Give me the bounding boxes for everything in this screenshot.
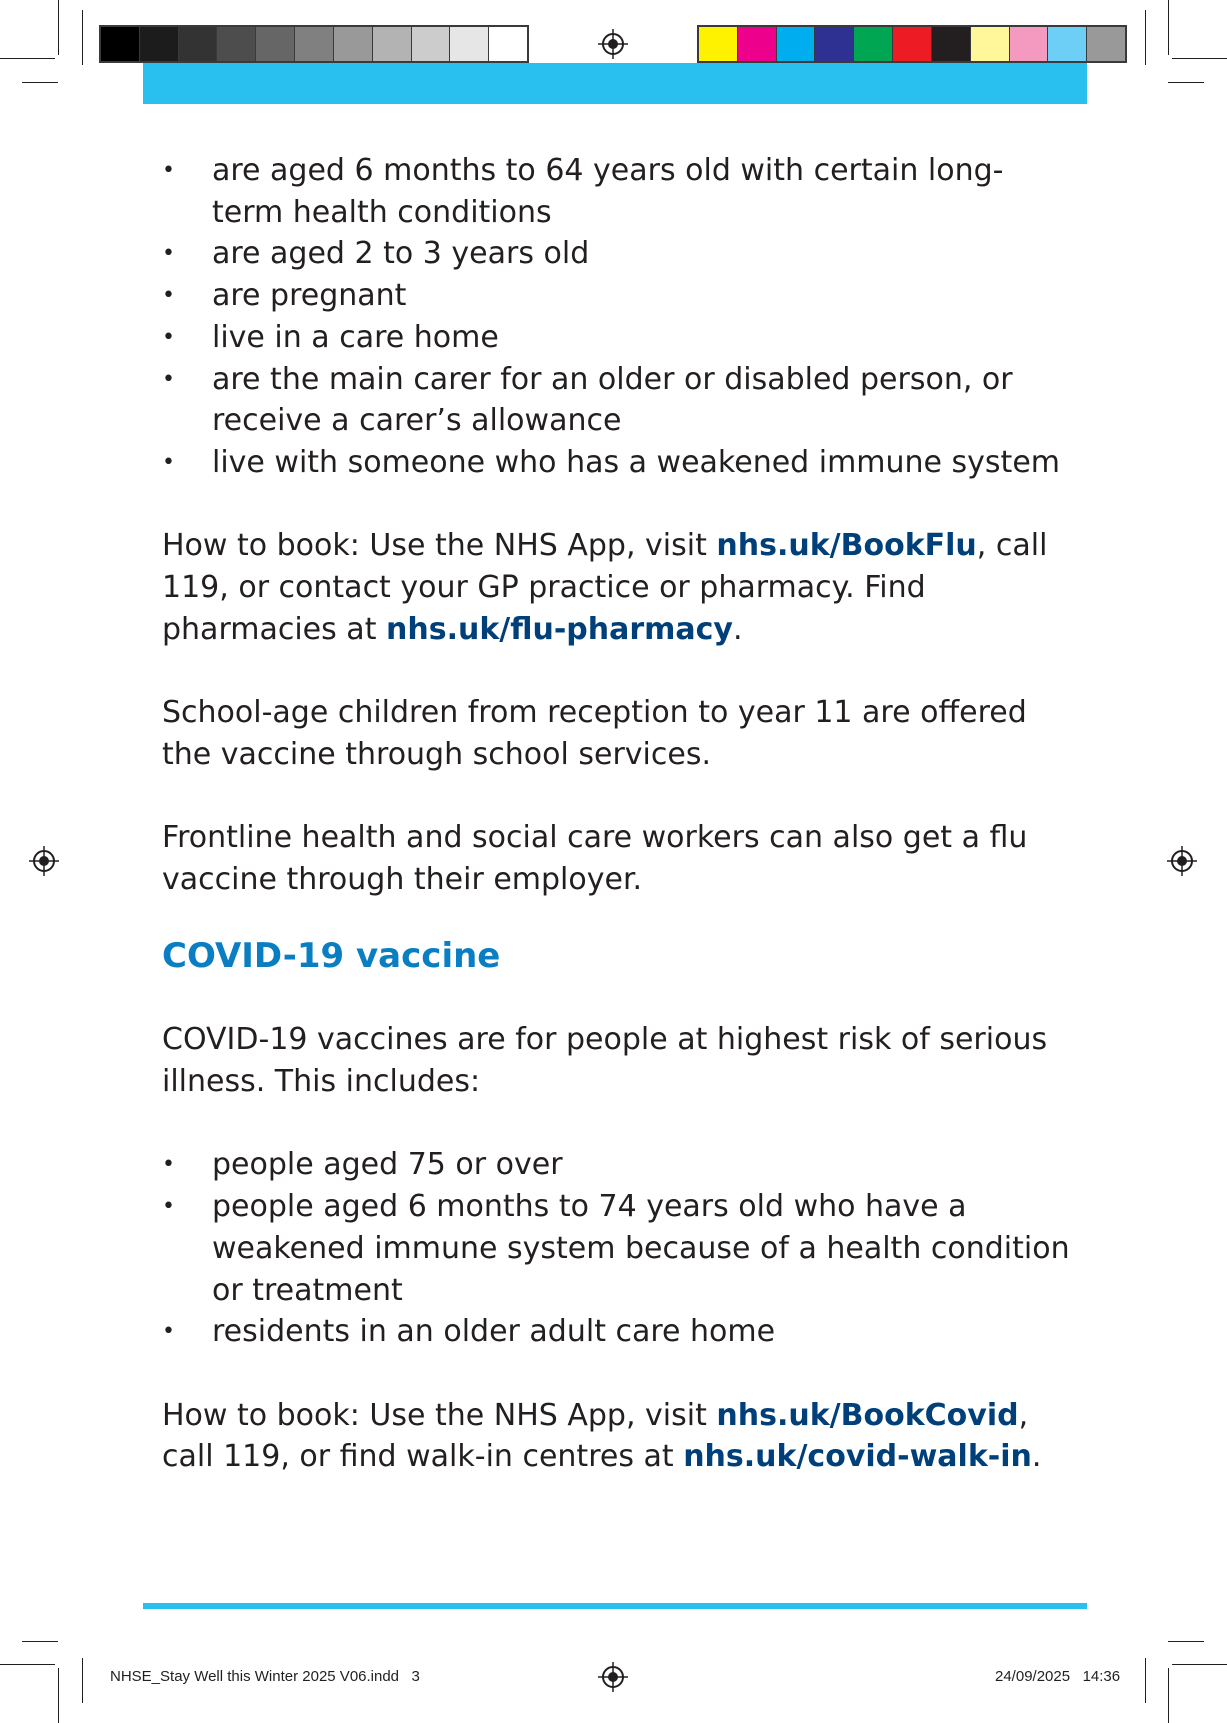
process-swatch (854, 27, 893, 61)
list-item (162, 442, 1072, 484)
list-item (162, 359, 1072, 442)
flu-pharmacy-link[interactable]: nhs.uk/flu-pharmacy (386, 611, 733, 647)
process-swatch (932, 27, 971, 61)
grey-swatch (373, 27, 412, 61)
list-item-text: people aged 6 months to 74 years old who have a weakened immune system because of a health condition or treatment (212, 1189, 1070, 1308)
covid-eligibility-list (162, 1144, 1072, 1353)
bullet-icon: • (162, 449, 175, 475)
process-swatch (777, 27, 816, 61)
top-colour-band (143, 63, 1087, 104)
crop-mark (22, 1641, 58, 1642)
list-item (162, 150, 1072, 233)
page-content (162, 150, 1072, 1478)
process-swatch (815, 27, 854, 61)
flu-eligibility-list (162, 150, 1072, 484)
process-swatch (971, 27, 1010, 61)
file-slug: NHSE_Stay Well this Winter 2025 V06.indd 3 (110, 1668, 420, 1685)
process-swatch (699, 27, 738, 61)
list-item (162, 233, 1072, 275)
process-swatch (1010, 27, 1049, 61)
covid-booking-text: . (1031, 1439, 1042, 1475)
list-item-text: are pregnant (212, 278, 407, 314)
list-item (162, 275, 1072, 317)
grey-swatch (217, 27, 256, 61)
crop-mark (1145, 1658, 1146, 1703)
crop-mark (1172, 58, 1227, 59)
list-item-text: are aged 2 to 3 years old (212, 236, 590, 272)
covid-intro: COVID-19 vaccines are for people at highest risk of serious illness. This includes: (162, 1022, 1048, 1100)
covid-heading: COVID-19 vaccine (162, 935, 501, 976)
book-flu-link[interactable]: nhs.uk/BookFlu (716, 528, 977, 564)
list-item-text: residents in an older adult care home (212, 1314, 776, 1350)
crop-mark (82, 10, 83, 65)
grey-swatch (179, 27, 218, 61)
list-item-text: live in a care home (212, 319, 499, 355)
list-item-text: are the main carer for an older or disabled person, or receive a carer’s allowance (212, 361, 1013, 439)
grey-swatch (450, 27, 489, 61)
covid-walk-in-link[interactable]: nhs.uk/covid-walk-in (683, 1439, 1032, 1475)
list-item-text: people aged 75 or over (212, 1147, 563, 1183)
bullet-icon: • (162, 324, 175, 350)
process-colour-bar (697, 25, 1127, 63)
crop-mark (1145, 10, 1146, 65)
crop-mark (1168, 1641, 1204, 1642)
covid-booking-paragraph (162, 1395, 1072, 1478)
crop-mark (1168, 82, 1204, 83)
covid-booking-text: How to book: Use the NHS App, visit (162, 1397, 717, 1433)
flu-booking-paragraph (162, 525, 1072, 650)
crop-mark (1172, 1664, 1227, 1665)
crop-mark (0, 58, 55, 59)
registration-mark-icon (1167, 846, 1197, 876)
crop-mark (0, 1664, 55, 1665)
process-swatch (1048, 27, 1087, 61)
flu-booking-text: , call 119, or contact your GP practice or pharmacy. Find pharmacies at (162, 528, 1048, 647)
bullet-icon: • (162, 366, 175, 392)
list-item (162, 1186, 1072, 1311)
crop-mark (1168, 1668, 1169, 1723)
date-slug: 24/09/2025 14:36 (995, 1668, 1121, 1685)
crop-mark (22, 82, 58, 83)
process-swatch (893, 27, 932, 61)
book-covid-link[interactable]: nhs.uk/BookCovid (716, 1397, 1019, 1433)
bullet-icon: • (162, 1152, 175, 1178)
list-item-text: are aged 6 months to 64 years old with certain long-term health conditions (212, 153, 1004, 230)
bullet-icon: • (162, 283, 175, 309)
crop-mark (58, 0, 59, 55)
registration-mark-icon (29, 846, 59, 876)
list-item (162, 1144, 1072, 1186)
grey-swatch (140, 27, 179, 61)
grey-swatch (101, 27, 140, 61)
process-swatch (738, 27, 777, 61)
registration-mark-icon (598, 29, 628, 59)
crop-mark (82, 1658, 83, 1703)
flu-booking-text: . (733, 611, 743, 647)
list-item-text: live with someone who has a weakened immune system (212, 444, 1060, 480)
frontline-note: Frontline health and social care workers can also get a flu vaccine through their employer. (162, 820, 1028, 897)
grey-swatch (256, 27, 295, 61)
grey-swatch (334, 27, 373, 61)
list-item (162, 317, 1072, 359)
list-item (162, 1311, 1072, 1353)
process-swatch (1087, 27, 1125, 61)
grey-swatch (489, 27, 527, 61)
grey-swatch (295, 27, 334, 61)
covid-booking-text: , call 119, or find walk-in centres at (162, 1397, 1029, 1475)
crop-mark (1168, 0, 1169, 55)
bottom-rule (143, 1603, 1087, 1609)
flu-booking-text: How to book: Use the NHS App, visit (162, 528, 717, 564)
crop-mark (58, 1668, 59, 1723)
school-note: School-age children from reception to year 11 are offered the vaccine through school services. (162, 695, 1027, 772)
bullet-icon: • (162, 241, 175, 267)
grey-colour-bar (99, 25, 529, 63)
bullet-icon: • (162, 158, 175, 183)
bullet-icon: • (162, 1319, 175, 1345)
grey-swatch (412, 27, 451, 61)
registration-mark-icon (598, 1662, 628, 1692)
bullet-icon: • (162, 1194, 175, 1220)
